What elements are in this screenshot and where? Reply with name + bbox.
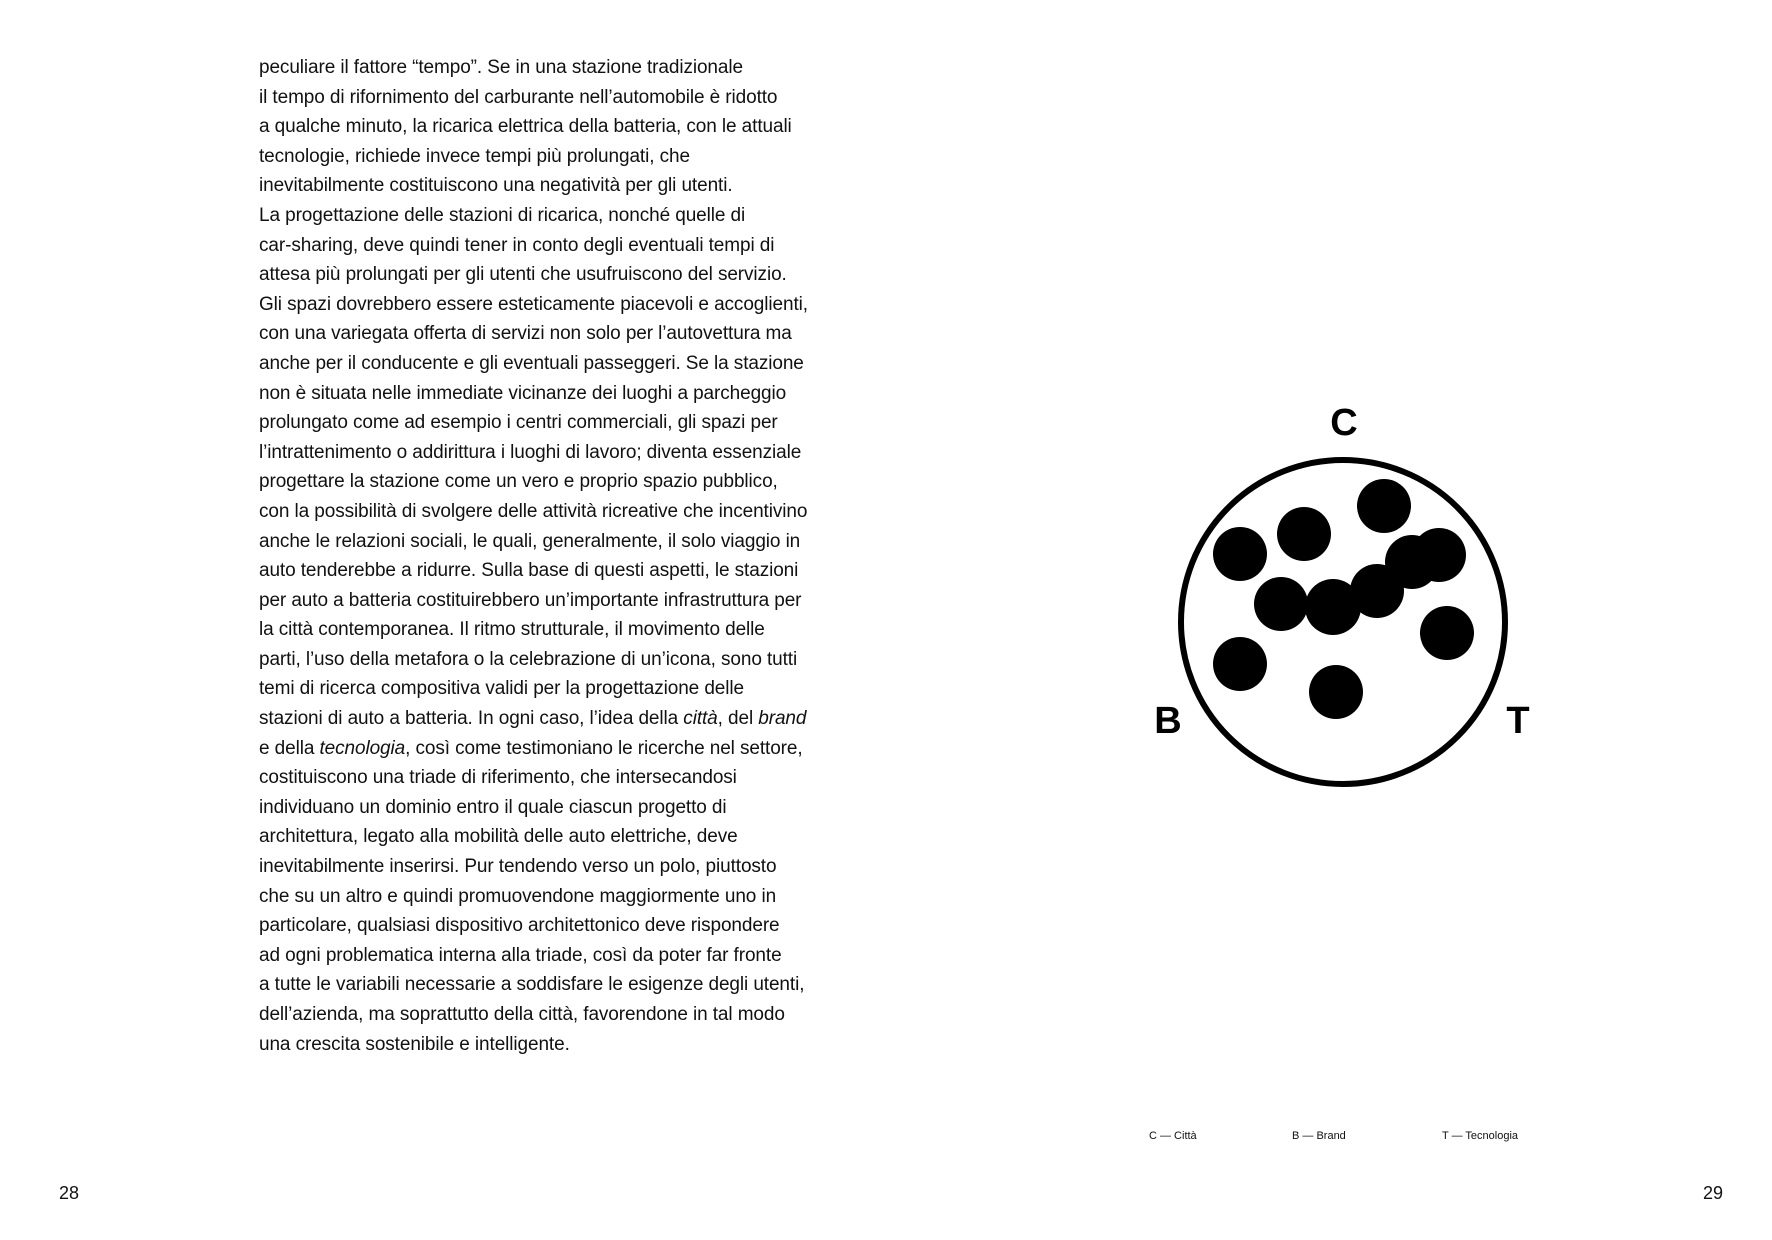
text-run: ad ogni problematica interna alla triade, così da poter far fronte — [259, 944, 782, 966]
text-run: La progettazione delle stazioni di ricarica, nonché quelle di — [259, 204, 746, 226]
text-run: e della — [259, 737, 320, 759]
text-line — [259, 882, 859, 912]
text-line — [259, 970, 859, 1000]
text-run: , così come testimoniano le ricerche nel settore, — [405, 737, 803, 759]
text-line — [259, 53, 859, 83]
text-run: la città contemporanea. Il ritmo strutturale, il movimento delle — [259, 619, 765, 641]
text-run: stazioni di auto a batteria. In ogni caso, l’idea della — [259, 708, 684, 730]
text-run: dell’azienda, ma soprattutto della città, favorendone in tal modo — [259, 1004, 785, 1025]
diagram-label-b: B — [1154, 700, 1182, 742]
text-line — [259, 763, 859, 793]
legend-brand: B — Brand — [1292, 1130, 1346, 1142]
text-run: tecnologie, richiede invece tempi più prolungati, che — [259, 145, 690, 167]
text-line — [259, 408, 859, 438]
dot — [1277, 507, 1331, 561]
text-run: il tempo di rifornimento del carburante nell’automobile è ridotto — [259, 86, 778, 108]
text-line — [259, 615, 859, 645]
text-line — [259, 822, 859, 852]
text-run: auto tenderebbe a ridurre. Sulla base di questi aspetti, le stazioni — [259, 560, 799, 582]
text-run: architettura, legato alla mobilità delle auto elettriche, deve — [259, 826, 738, 848]
text-line — [259, 467, 859, 497]
text-line — [259, 260, 859, 290]
body-text — [259, 53, 859, 1059]
text-line — [259, 1000, 859, 1030]
text-line — [259, 142, 859, 172]
text-run: anche le relazioni sociali, le quali, generalmente, il solo viaggio in — [259, 530, 801, 552]
text-run: car-sharing, deve quindi tener in conto degli eventuali tempi di — [259, 234, 775, 256]
text-run: a tutte le variabili necessarie a soddisfare le esigenze degli utenti, — [259, 974, 805, 996]
text-run: non è situata nelle immediate vicinanze dei luoghi a parcheggio — [259, 382, 787, 404]
dot — [1412, 528, 1466, 582]
text-line — [259, 1030, 859, 1060]
text-line — [259, 83, 859, 113]
text-run: con la possibilità di svolgere delle attività ricreative che incentivino — [259, 500, 808, 522]
text-run: progettare la stazione come un vero e proprio spazio pubblico, — [259, 471, 778, 493]
text-line — [259, 556, 859, 586]
text-line — [259, 704, 859, 734]
text-line — [259, 734, 859, 764]
page-number-right: 29 — [1702, 1183, 1723, 1203]
dot — [1213, 637, 1267, 691]
italic-term: tecnologia — [319, 737, 406, 759]
text-run: temi di ricerca compositiva validi per la progettazione delle — [259, 678, 744, 700]
text-line — [259, 349, 859, 379]
dot — [1254, 577, 1308, 631]
text-line — [259, 586, 859, 616]
text-run: attesa più prolungati per gli utenti che usufruiscono del servizio. — [259, 264, 787, 286]
text-run: prolungato come ad esempio i centri commerciali, gli spazi per — [259, 412, 778, 434]
diagram-label-t: T — [1506, 700, 1530, 742]
text-line — [259, 941, 859, 971]
text-run: per auto a batteria costituirebbero un’importante infrastruttura per — [259, 589, 802, 611]
text-line — [259, 231, 859, 261]
text-line — [259, 527, 859, 557]
text-line — [259, 497, 859, 527]
text-run: che su un altro e quindi promuovendone maggiormente uno in — [259, 885, 777, 907]
diagram-label-c: C — [1330, 402, 1358, 444]
text-run: inevitabilmente costituiscono una negatività per gli utenti. — [259, 175, 733, 197]
text-run: anche per il conducente e gli eventuali passeggeri. Se la stazione — [259, 352, 804, 374]
dot — [1309, 665, 1363, 719]
italic-term: brand — [758, 708, 807, 730]
text-run: Gli spazi dovrebbero essere esteticamente piacevoli e accoglienti, — [259, 293, 808, 315]
text-run: peculiare il fattore “tempo”. Se in una stazione tradizionale — [259, 57, 743, 78]
text-run: parti, l’uso della metafora o la celebrazione di un’icona, sono tutti — [259, 648, 798, 670]
text-line — [259, 112, 859, 142]
text-line — [259, 438, 859, 468]
dot — [1357, 479, 1411, 533]
text-line — [259, 645, 859, 675]
text-line — [259, 852, 859, 882]
text-line — [259, 674, 859, 704]
page-number-left: 28 — [59, 1183, 80, 1203]
text-run: , del — [717, 708, 759, 730]
legend-tecnologia: T — Tecnologia — [1442, 1130, 1519, 1142]
text-line — [259, 290, 859, 320]
text-line — [259, 379, 859, 409]
text-line — [259, 201, 859, 231]
legend-citta: C — Città — [1149, 1130, 1197, 1142]
text-run: particolare, qualsiasi dispositivo architettonico deve rispondere — [259, 915, 780, 937]
text-line — [259, 793, 859, 823]
text-run: inevitabilmente inserirsi. Pur tendendo verso un polo, piuttosto — [259, 856, 777, 878]
text-run: individuano un dominio entro il quale ciascun progetto di — [259, 796, 727, 818]
text-line — [259, 319, 859, 349]
text-line — [259, 171, 859, 201]
text-run: con una variegata offerta di servizi non solo per l’autovettura ma — [259, 323, 792, 345]
text-line — [259, 911, 859, 941]
text-run: una crescita sostenibile e intelligente. — [259, 1033, 570, 1055]
text-run: a qualche minuto, la ricarica elettrica della batteria, con le attuali — [259, 116, 792, 138]
dot — [1213, 527, 1267, 581]
text-run: l’intrattenimento o addirittura i luoghi di lavoro; diventa essenziale — [259, 441, 802, 463]
triad-diagram — [1130, 385, 1550, 805]
italic-term: città — [683, 708, 718, 730]
text-run: costituiscono una triade di riferimento, che intersecandosi — [259, 767, 737, 789]
dot — [1420, 606, 1474, 660]
